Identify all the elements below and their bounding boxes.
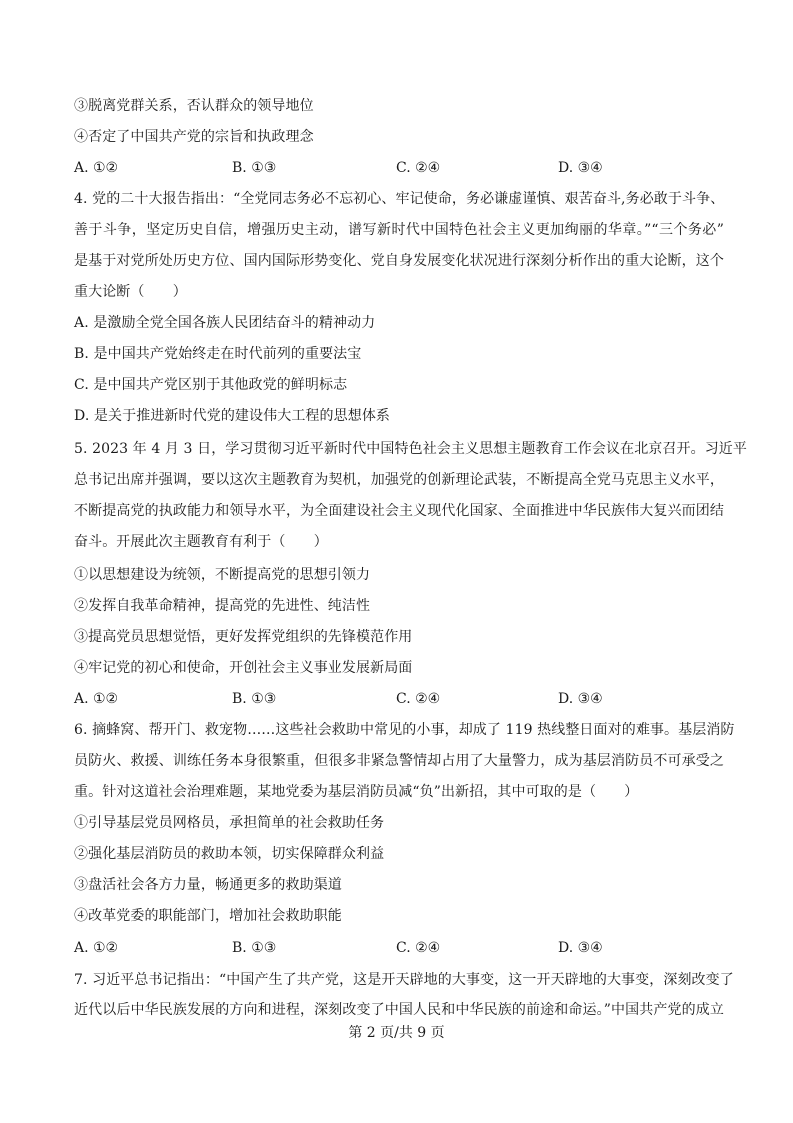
q5-option-d: D. ③④ bbox=[558, 691, 603, 707]
q3-option-d: D. ③④ bbox=[558, 160, 603, 176]
q3-option-b: B. ①③ bbox=[232, 160, 277, 176]
q5-item-2: ②发挥自我革命精神，提高党的先进性、纯洁性 bbox=[74, 598, 371, 614]
q6-option-d: D. ③④ bbox=[558, 940, 603, 956]
q4-stem-line-2: 善于斗争，坚定历史自信，增强历史主动，谱写新时代中国特色社会主义更加绚丽的华章。”“三个务必” bbox=[74, 222, 724, 238]
q5-stem-line-2: 总书记出席并强调，要以这次主题教育为契机，加强党的创新理论武装，不断提高全党马克思主义水平， bbox=[74, 472, 724, 488]
q6-options bbox=[74, 938, 724, 958]
q5-stem-line-3: 不断提高党的执政能力和领导水平，为全面建设社会主义现代化国家、全面推进中华民族伟大复兴而团结 bbox=[74, 503, 724, 519]
q6-item-4: ④改革党委的职能部门，增加社会救助职能 bbox=[74, 908, 342, 924]
q3-item-4: ④否定了中国共产党的宗旨和执政理念 bbox=[74, 129, 314, 145]
page-number-footer: 第 2 页/共 9 页 bbox=[348, 1025, 445, 1041]
q6-option-a: A. ①② bbox=[74, 940, 119, 956]
q6-item-3: ③盘活社会各方力量，畅通更多的救助渠道 bbox=[74, 877, 342, 893]
q3-options bbox=[74, 158, 724, 178]
q7-stem-line-1: 7. 习近平总书记指出：“中国产生了共产党，这是开天辟地的大事变，这一开天辟地的大事变，深刻改变了 bbox=[74, 972, 734, 988]
q5-item-1: ①以思想建设为统领，不断提高党的思想引领力 bbox=[74, 567, 371, 583]
q6-item-1: ①引导基层党员网格员，承担简单的社会救助任务 bbox=[74, 815, 385, 831]
q5-option-c: C. ②④ bbox=[396, 691, 441, 707]
q6-stem-line-3: 重。针对这道社会治理难题，某地党委为基层消防员减“负”出新招，其中可取的是（ ） bbox=[74, 784, 639, 800]
q4-choice-c: C. 是中国共产党区别于其他政党的鲜明标志 bbox=[74, 377, 348, 393]
q4-choice-a: A. 是激励全党全国各族人民团结奋斗的精神动力 bbox=[74, 315, 376, 331]
q4-stem-line-3: 是基于对党所处历史方位、国内国际形势变化、党自身发展变化状况进行深刻分析作出的重大论断，这个 bbox=[74, 253, 724, 269]
q5-stem-line-4: 奋斗。开展此次主题教育有利于（ ） bbox=[74, 534, 328, 550]
q5-options bbox=[74, 689, 724, 709]
q6-stem-line-2: 员防火、救援、训练任务本身很繁重，但很多非紧急警情却占用了大量警力，成为基层消防员不可承受之 bbox=[74, 753, 724, 769]
q5-option-a: A. ①② bbox=[74, 691, 119, 707]
q5-stem-line-1: 5. 2023 年 4 月 3 日，学习贯彻习近平新时代中国特色社会主义思想主题教育工作会议在北京召开。习近平 bbox=[74, 441, 747, 457]
q4-stem-line-1: 4. 党的二十大报告指出：“全党同志务必不忘初心、牢记使命，务必谦虚谨慎、艰苦奋斗,务必敢于斗争、 bbox=[74, 191, 725, 207]
q5-option-b: B. ①③ bbox=[232, 691, 277, 707]
q4-choice-b: B. 是中国共产党始终走在时代前列的重要法宝 bbox=[74, 346, 362, 362]
q3-option-c: C. ②④ bbox=[396, 160, 441, 176]
q4-stem-line-4: 重大论断（ ） bbox=[74, 284, 187, 300]
q7-stem-line-2: 近代以后中华民族发展的方向和进程，深刻改变了中国人民和中华民族的前途和命运。”中国共产党的成立 bbox=[74, 1002, 724, 1018]
q6-item-2: ②强化基层消防员的救助本领，切实保障群众利益 bbox=[74, 846, 385, 862]
q6-stem-line-1: 6. 摘蜂窝、帮开门、救宠物……这些社会救助中常见的小事，却成了 119 热线整日面对的难事。基层消防 bbox=[74, 722, 735, 738]
q5-item-3: ③提高党员思想觉悟，更好发挥党组织的先锋模范作用 bbox=[74, 629, 413, 645]
q6-option-c: C. ②④ bbox=[396, 940, 441, 956]
q6-option-b: B. ①③ bbox=[232, 940, 277, 956]
q5-item-4: ④牢记党的初心和使命，开创社会主义事业发展新局面 bbox=[74, 660, 413, 676]
q3-item-3: ③脱离党群关系，否认群众的领导地位 bbox=[74, 98, 314, 114]
q4-choice-d: D. 是关于推进新时代党的建设伟大工程的思想体系 bbox=[74, 408, 391, 424]
q3-option-a: A. ①② bbox=[74, 160, 119, 176]
